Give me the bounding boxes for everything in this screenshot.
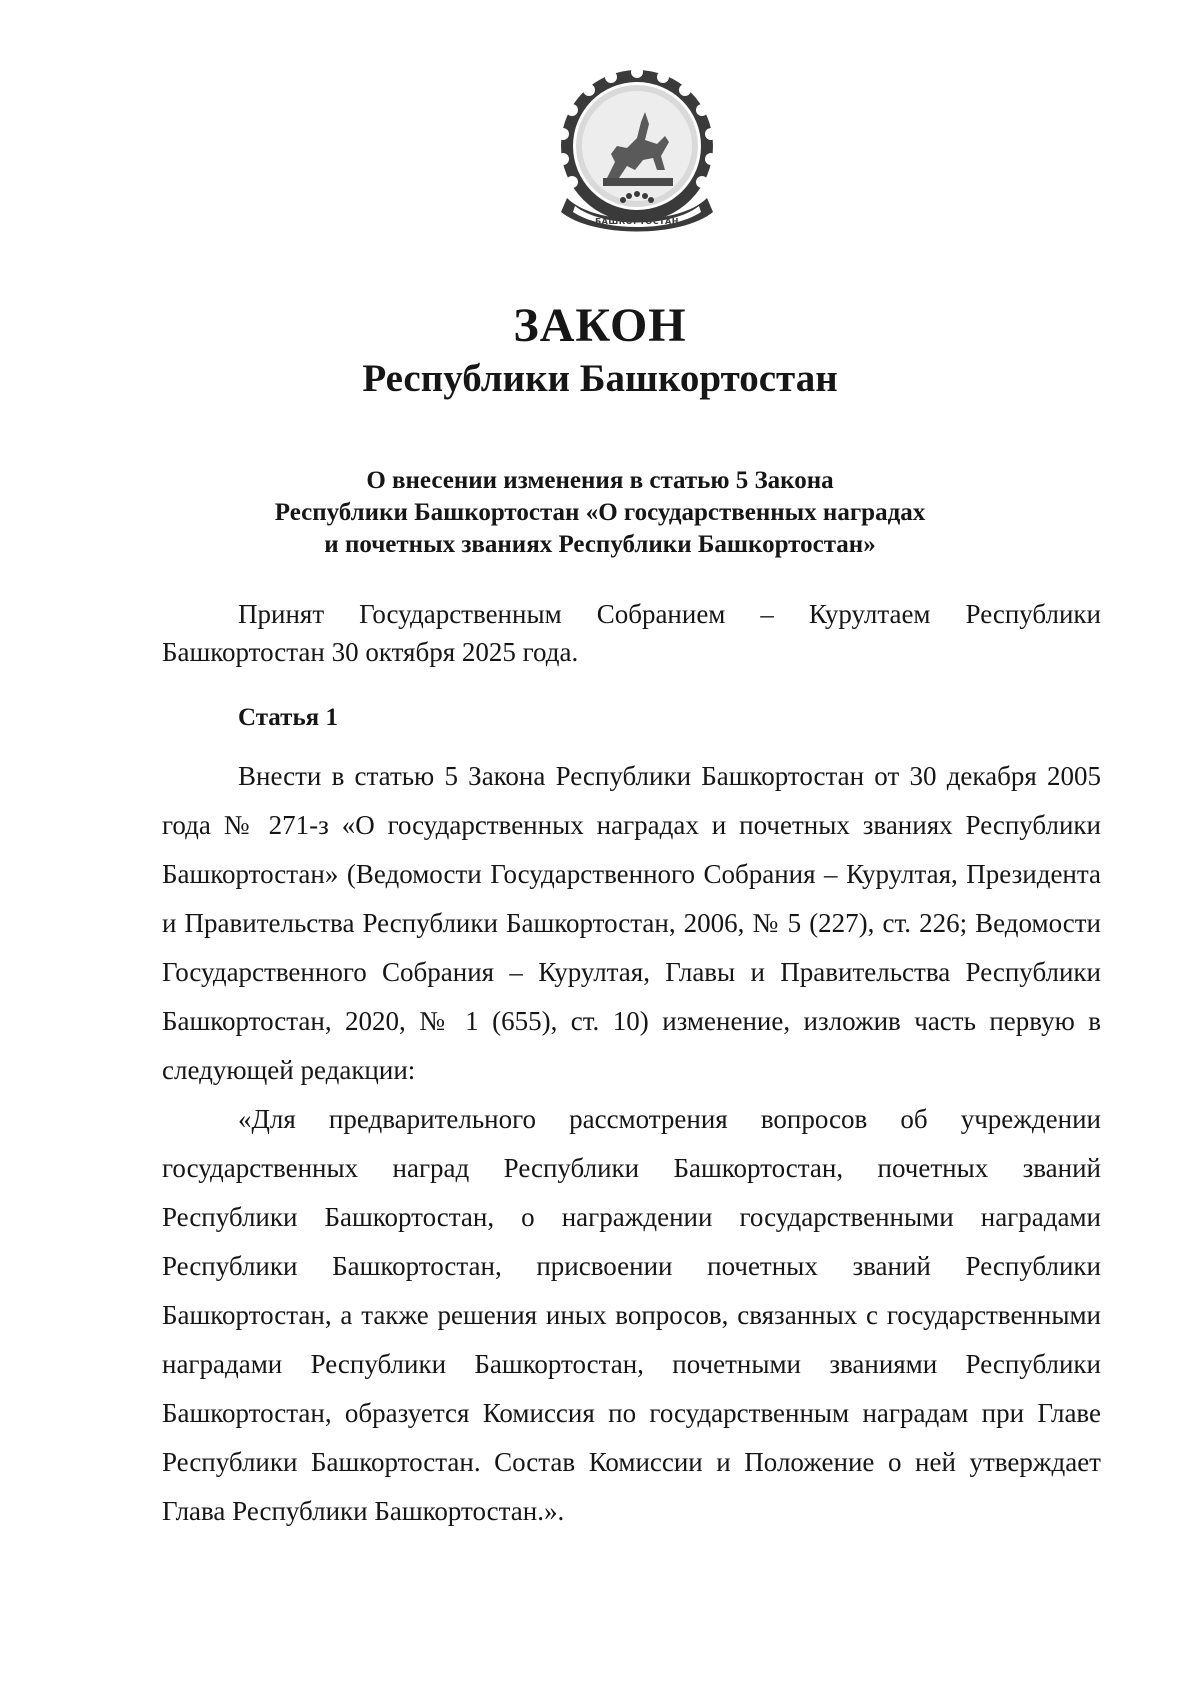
subject-line: и почетных званиях Республики Башкортостан» xyxy=(324,531,876,558)
svg-text:БАШКОРТОСТАН: БАШКОРТОСТАН xyxy=(595,217,679,226)
law-word: ЗАКОН xyxy=(513,299,687,352)
article-paragraph: «Для предварительного рассмотрения вопросов об учреждении государственных наград Республики Башкортостан, почетных званий Республики Башкортостан, о награждении государственными наградами Республики Башкортостан, присвоении почетных званий Республики Башкортостан, а также решения иных вопросов, связанных с государственными наградами Республики Башкортостан, почетными званиями Республики Башкортостан, образуется Комиссия по государственным наградам при Главе Республики Башкортостан. Состав Комиссии и Положение о ней утверждает Глава Республики Башкортостан.». xyxy=(162,1104,1101,1526)
article-heading: Статья 1 xyxy=(238,704,338,731)
article-text xyxy=(162,752,1101,1536)
subject-line: О внесении изменения в статью 5 Закона xyxy=(366,467,834,494)
article-paragraph: Внести в статью 5 Закона Республики Башкортостан от 30 декабря 2005 года № 271-з «О государственных наградах и почетных званиях Республики Башкортостан» (Ведомости Государственного Собрания – Курултая, Президента и Правительства Республики Башкортостан, 2006, № 5 (227), ст. 226; Ведомости Государственного Собрания – Курултая, Главы и Правительства Республики Башкортостан, 2020, № 1 (655), ст. 10) изменение, изложив часть первую в следующей редакции: xyxy=(162,761,1101,1085)
adoption-note xyxy=(162,595,1101,671)
subject-line: Республики Башкортостан «О государственных наградах xyxy=(274,499,926,526)
adoption-text: Принят Государственным Собранием – Курултаем Республики Башкортостан 30 октября 2025 года. xyxy=(162,599,1101,667)
law-subtitle: Республики Башкортостан xyxy=(362,357,838,400)
law-subject xyxy=(0,465,1200,561)
law-title xyxy=(0,300,1200,404)
bashkortostan-coat-of-arms-icon xyxy=(545,66,730,242)
